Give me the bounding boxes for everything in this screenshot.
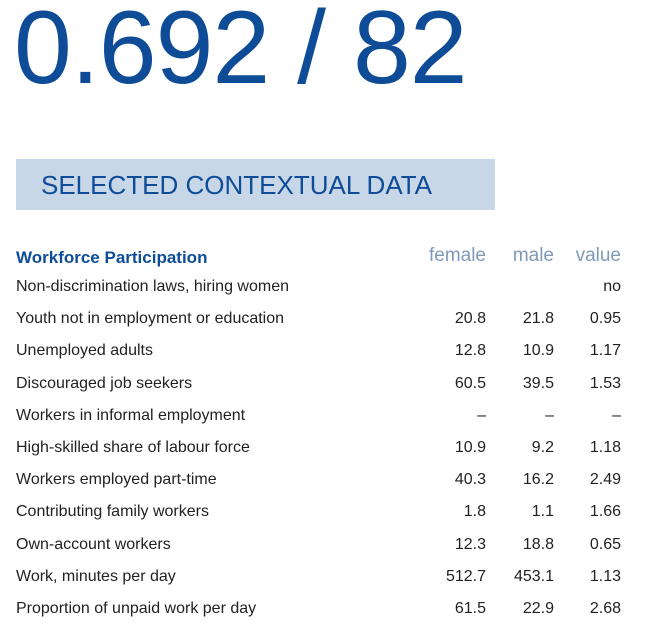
column-header-male: male [512, 245, 554, 266]
score-heading: 0.692 / 82 [14, 0, 467, 106]
ratio-value: 2.49 [589, 471, 621, 489]
ratio-value: 0.65 [589, 535, 621, 553]
row-label: Contributing family workers [16, 503, 209, 521]
female-value: 60.5 [454, 374, 486, 392]
table-header-row [16, 244, 626, 272]
table-row [16, 401, 626, 433]
row-label: Unemployed adults [16, 342, 153, 360]
row-label: Workers in informal employment [16, 406, 246, 424]
female-value: 12.8 [454, 342, 486, 360]
section-title: SELECTED CONTEXTUAL DATA [41, 170, 433, 200]
table-row [16, 562, 626, 594]
male-value: 1.1 [531, 503, 554, 521]
female-value: 10.9 [454, 438, 486, 456]
row-label: Proportion of unpaid work per day [16, 599, 257, 617]
ratio-value: 1.17 [589, 342, 621, 360]
male-value: 10.9 [522, 342, 554, 360]
female-value: 20.8 [454, 310, 486, 328]
male-value: 22.9 [522, 599, 554, 617]
ratio-value: 0.95 [589, 310, 621, 328]
table-body [16, 272, 626, 626]
male-value: 16.2 [522, 471, 554, 489]
row-label: Youth not in employment or education [16, 310, 285, 328]
male-value: – [545, 406, 554, 424]
table-row [16, 304, 626, 336]
male-value: 9.2 [531, 438, 554, 456]
female-value: 12.3 [454, 535, 486, 553]
ratio-value: 1.53 [589, 374, 621, 392]
ratio-value: 1.18 [589, 438, 621, 456]
ratio-value: – [612, 406, 621, 424]
table-row [16, 272, 626, 304]
category-label: Workforce Participation [16, 248, 208, 267]
column-header-value: value [575, 245, 621, 266]
table-row [16, 369, 626, 401]
row-label: Work, minutes per day [16, 567, 176, 585]
female-value: – [477, 406, 486, 424]
male-value: 39.5 [522, 374, 554, 392]
ratio-value: 1.13 [589, 567, 621, 585]
table-row [16, 336, 626, 368]
row-label: Non-discrimination laws, hiring women [16, 278, 289, 295]
female-value: 40.3 [454, 471, 486, 489]
male-value: 18.8 [522, 535, 554, 553]
ratio-value: 1.66 [589, 503, 621, 521]
data-table [16, 244, 626, 626]
table-row [16, 594, 626, 626]
table-row [16, 530, 626, 562]
table-row [16, 497, 626, 529]
female-value: 1.8 [463, 503, 486, 521]
ratio-value: no [603, 278, 621, 295]
row-label: Own-account workers [16, 535, 171, 553]
row-label: Workers employed part-time [16, 471, 217, 489]
column-header-female: female [428, 245, 486, 266]
row-label: High-skilled share of labour force [16, 438, 250, 456]
female-value: 61.5 [454, 599, 486, 617]
row-label: Discouraged job seekers [16, 374, 193, 392]
table-row [16, 433, 626, 465]
ratio-value: 2.68 [589, 599, 621, 617]
female-value: 512.7 [445, 567, 486, 585]
male-value: 453.1 [513, 567, 554, 585]
table-row [16, 465, 626, 497]
male-value: 21.8 [522, 310, 554, 328]
